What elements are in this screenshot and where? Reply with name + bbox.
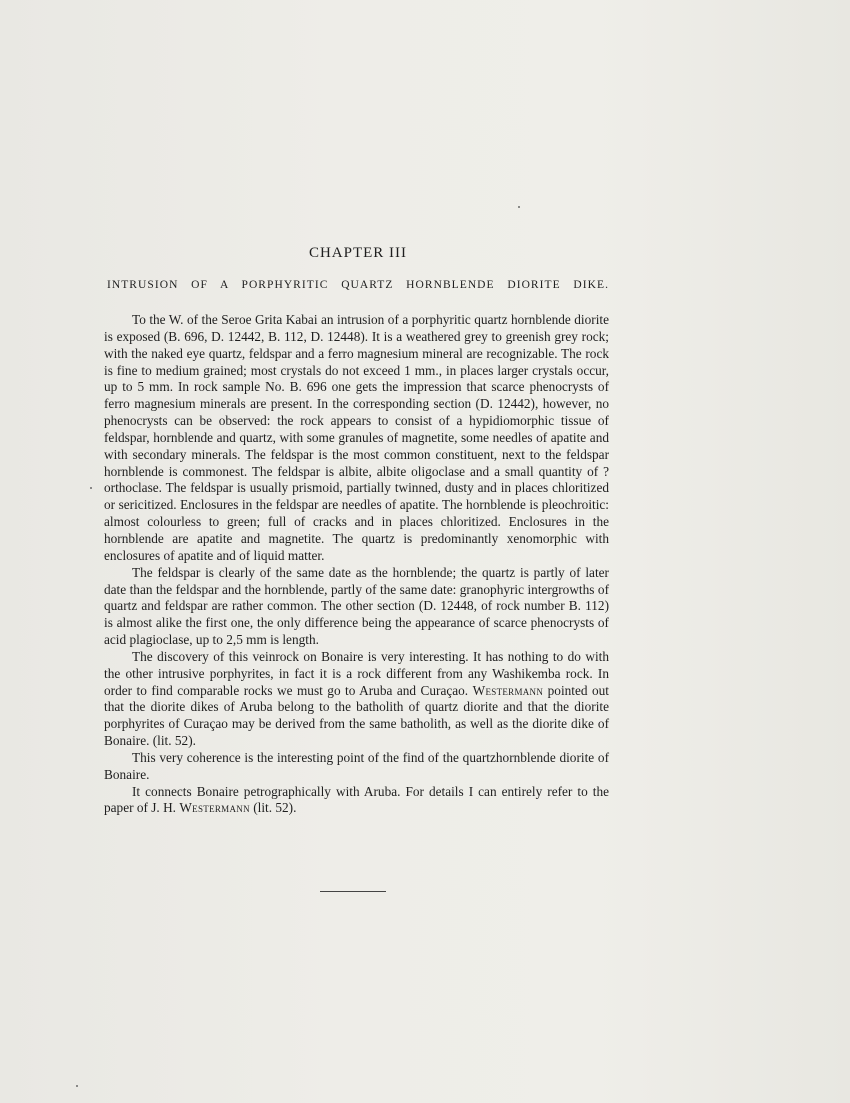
body-text — [104, 312, 609, 817]
chapter-heading: CHAPTER III — [308, 245, 408, 261]
paragraph-5-text-a: It connects Bonaire petrographically with Aruba. For details I can entirely refer to the paper of J. H. — [104, 783, 609, 816]
paragraph-5 — [104, 784, 609, 818]
end-rule — [320, 891, 386, 892]
paragraph-5-text-b: (lit. 52). — [249, 800, 297, 816]
author-name: Westermann — [179, 800, 250, 816]
paragraph-4: This very coherence is the interesting point of the find of the quartzhornblende diorite of Bonaire. — [104, 749, 609, 782]
paragraph-3-text-b: pointed out that the diorite dikes of Aruba belong to the batholith of quartz diorite and that the diorite porphyrites of Curaçao may be derived from the same batholith, as well as the diorite dike of Bonaire. (lit. 52). — [104, 682, 609, 749]
paragraph-3-text-a: The discovery of this veinrock on Bonaire is very interesting. It has nothing to do with the other intrusive porphyrites, in fact it is a rock different from any Washikemba rock. In order to find comparable rocks we must go to Aruba and Curaçao. — [104, 648, 609, 698]
section-title: INTRUSION OF A PORPHYRITIC QUARTZ HORNBLENDE DIORITE DIKE. — [107, 279, 609, 291]
paragraph-2: The feldspar is clearly of the same date as the hornblende; the quartz is partly of later date than the feldspar and the hornblende, partly of the same date: granophyric intergrowths of quartz and feldspar are rather common. The other section (D. 12448, of rock number B. 112) is almost alike the first one, the only difference being the appearance of scarce phenocrysts of acid plagioclase, up to 2,5 mm is length. — [104, 564, 609, 648]
author-name: Westermann — [472, 682, 544, 698]
paragraph-1: To the W. of the Seroe Grita Kabai an intrusion of a porphyritic quartz hornblende diorite is exposed (B. 696, D. 12442, B. 112, D. 12448). It is a weathered grey to greenish grey rock; with the naked eye quartz, feldspar and a ferro magnesium mineral are recognizable. The rock is fine to medium grained; most crystals do not exceed 1 mm., in places larger crystals occur, up to 5 mm. In rock sample No. B. 696 one gets the impression that scarce phenocrysts of ferro magnesium minerals are present. In the corresponding section (D. 12442), however, no phenocrysts can be observed: the rock appears to consist of a hypidiomorphic tissue of feldspar, hornblende and quartz, with some granules of magnetite, some needles of apatite and with secondary minerals. The feldspar is the most common constituent, next to the feldspar hornblende is commonest. The feldspar is albite, albite oligoclase and a small quantity of ? orthoclase. The feldspar is usually prismoid, partially twinned, dusty and in places chloritized or sericitized. Enclosures in the feldspar are needles of apatite. The hornblende is pleochroitic: almost colourless to green; full of cracks and in places chloritized. Enclosures in the hornblende are apatite and magnetite. The quartz is predominantly xenomorphic with enclosures of apatite and of liquid matter. — [104, 312, 609, 563]
speck-2 — [90, 487, 92, 489]
speck-3 — [76, 1085, 78, 1087]
speck-1 — [518, 206, 520, 208]
paragraph-3 — [104, 649, 609, 750]
